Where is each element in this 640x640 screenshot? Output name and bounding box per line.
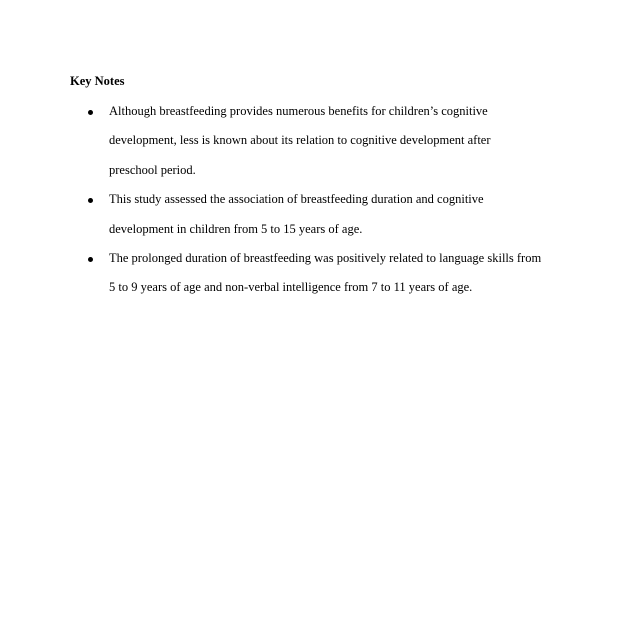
section-heading: Key Notes	[70, 74, 125, 88]
bullet-icon	[88, 110, 93, 115]
bullet-icon	[88, 257, 93, 262]
bullet-text-line: development in children from 5 to 15 years of age.	[109, 222, 363, 236]
bullet-text-line: preschool period.	[109, 163, 196, 177]
bullet-text-line: This study assessed the association of breastfeeding duration and cognitive	[109, 192, 484, 206]
bullet-text-line: Although breastfeeding provides numerous benefits for children’s cognitive	[109, 104, 488, 118]
bullet-text-line: development, less is known about its relation to cognitive development after	[109, 133, 491, 147]
bullet-icon	[88, 198, 93, 203]
bullet-text-line: The prolonged duration of breastfeeding was positively related to language skills from	[109, 251, 542, 265]
bullet-text-line: 5 to 9 years of age and non-verbal intelligence from 7 to 11 years of age.	[109, 280, 473, 294]
